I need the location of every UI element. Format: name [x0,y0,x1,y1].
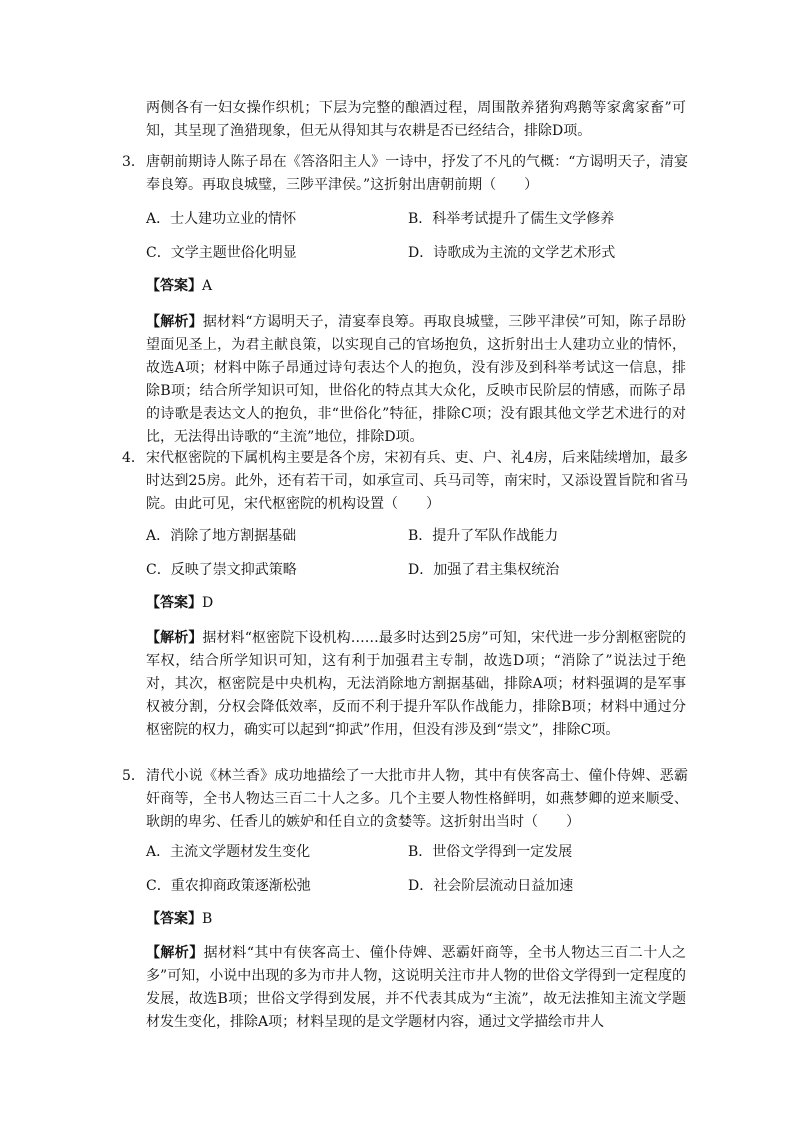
option-c: C．反映了崇文抑武策略 [146,562,297,578]
question-5-options [146,841,686,909]
option-row [146,525,686,559]
question-5 [122,765,688,834]
option-row [146,559,686,593]
analysis-label: 【解析】 [146,945,204,961]
answer-label: 【答案】 [146,595,202,611]
option-row [146,242,686,276]
option-a: A．消除了地方割据基础 [146,528,297,544]
question-stem: 唐朝前期诗人陈子昂在《答洛阳主人》一诗中，抒发了不凡的气概：“方谒明天子，清宴奉良筹。再取良城璧，三陟平津侯。”这折射出唐朝前期（ ） [146,154,688,193]
question-4-answer [146,592,213,615]
option-b: B．世俗文学得到一定发展 [408,844,573,860]
question-3-options [146,208,686,276]
question-3-analysis [146,311,686,449]
analysis-text: 据材料“方谒明天子，清宴奉良筹。再取良城璧，三陟平津侯”可知，陈子昂盼望面见圣上，为君主献良策，以实现自己的官场抱负，这折射出士人建功立业的情怀，故选A项；材料中陈子昂通过诗句表达个人的抱负，没有涉及到科举考试这一信息，排除B项；结合所学知识可知，世俗化的特点其大众化，反映市民阶层的情感，而陈子昂的诗歌是表达文人的抱负，非“世俗化”特征，排除C项；没有跟其他文学艺术进行的对比，无法得出诗歌的“主流”地位，排除D项。 [146,314,687,445]
question-number: 5． [122,768,145,784]
option-row [146,875,686,909]
option-d: D．加强了君主集权统治 [408,562,560,578]
question-number: 3． [122,154,145,170]
answer-value: A [202,278,213,294]
question-3 [122,151,688,197]
question-4-options [146,525,686,593]
option-a: A．主流文学题材发生变化 [146,844,311,860]
option-row [146,208,686,242]
analysis-label: 【解析】 [146,314,203,330]
question-stem: 宋代枢密院的下属机构主要是各个房，宋初有兵、吏、户、礼4房，后来陆续增加，最多时达到25房。此外，还有若干司，如承宣司、兵马司等，南宋时，又添设置旨院和省马院。由此可见，宋代枢密院的机构设置（ ） [146,450,688,512]
question-number: 4． [122,450,145,466]
question-stem: 清代小说《林兰香》成功地描绘了一大批市井人物，其中有侠客高士、僮仆侍婢、恶霸奸商等，全书人物达三百二十人之多。几个主要人物性格鲜明，如燕梦卿的逆来顺受、耿朗的卑劣、任香儿的嫉妒和任自立的贪婪等。这折射出当时（ ） [146,768,688,830]
option-a: A．士人建功立业的情怀 [146,211,297,227]
option-c: C．文学主题世俗化明显 [146,245,297,261]
option-d: D．诗歌成为主流的文学艺术形式 [408,245,616,261]
analysis-text: 据材料“其中有侠客高士、僮仆侍婢、恶霸奸商等，全书人物达三百二十人之多”可知，小说中出现的多为市井人物，这说明关注市井人物的世俗文学得到一定程度的发展，故选B项；世俗文学得到发展，并不代表其成为“主流”，故无法推知主流文学题材发生变化，排除A项；材料呈现的是文学题材内容，通过文学描绘市井人 [146,945,687,1030]
answer-value: D [202,595,214,611]
question-3-answer [146,275,212,298]
answer-value: B [202,911,213,927]
option-b: B．提升了军队作战能力 [408,528,559,544]
option-b: B．科举考试提升了儒生文学修养 [408,211,615,227]
previous-explanation-continuation: 两侧各有一妇女操作织机；下层为完整的酿酒过程，周围散养猪狗鸡鹅等家禽家畜”可知，其呈现了渔猎现象，但无从得知其与农耕是否已经结合，排除D项。 [146,100,686,139]
question-4 [122,447,688,516]
option-row [146,841,686,875]
option-d: D．社会阶层流动日益加速 [408,878,574,894]
answer-label: 【答案】 [146,911,202,927]
answer-label: 【答案】 [146,278,202,294]
analysis-text: 据材料“枢密院下设机构……最多时达到25房”可知，宋代进一步分割枢密院的军权，结合所学知识可知，这有利于加强君主专制，故选D项；“消除了”说法过于绝对，其次，枢密院是中央机构，无法消除地方割据基础，排除A项；材料强调的是军事权被分割，分权会降低效率，反而不利于提升军队作战能力，排除B项；材料中通过分枢密院的权力，确实可以起到“抑武”作用，但没有涉及到“崇文”，排除C项。 [146,630,686,738]
option-c: C．重农抑商政策逐渐松弛 [146,878,311,894]
question-5-answer [146,908,212,931]
analysis-label: 【解析】 [146,630,203,646]
question-4-analysis [146,627,686,742]
question-5-analysis [146,942,686,1034]
